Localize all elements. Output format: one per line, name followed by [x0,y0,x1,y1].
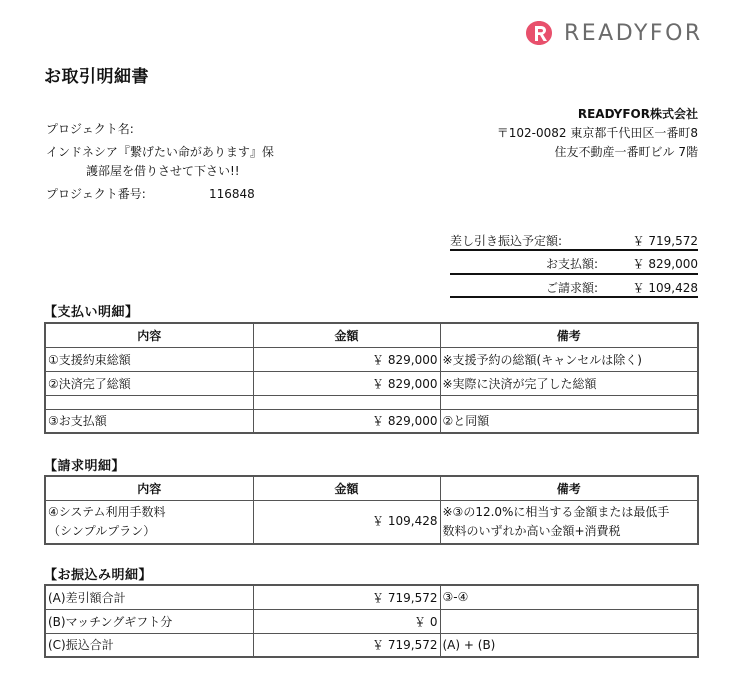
company-address-line2: 住友不動産一番町ビル 7階 [554,145,698,159]
summary-row-billing [450,275,698,298]
table-row [45,609,698,633]
row-item: (C)振込合計 [45,633,253,657]
table-row [45,347,698,371]
header-amount: 金額 [253,323,440,347]
row-note: ②と同額 [440,409,698,433]
row-amount: ￥ 829,000 [253,409,440,433]
amount-summary [450,228,698,298]
row-item-line2: （シンプルプラン） [48,523,156,538]
row-item: ②決済完了総額 [45,371,253,395]
table-row [45,409,698,433]
summary-value: ￥ 829,000 [632,257,698,271]
spacer-cell [253,395,440,409]
summary-value: ￥ 719,572 [632,234,698,248]
table-header-row [45,323,698,347]
company-address-line1: 〒102-0082 東京都千代田区一番町8 [496,126,698,140]
company-block [497,105,698,162]
project-number-value: 116848 [209,187,255,201]
table-header-row [45,476,698,500]
transfer-section-title: 【お振込み明細】 [44,568,153,583]
table-row [45,500,698,544]
company-name: READYFOR株式会社 [577,107,698,121]
payment-table [44,322,699,434]
row-item-line1: ④システム利用手数料 [48,504,166,519]
header-note: 備考 [440,476,698,500]
readyfor-mark-icon [524,19,554,47]
spacer-cell [440,395,698,409]
row-amount: ￥ 829,000 [253,347,440,371]
header-amount: 金額 [253,476,440,500]
row-note: ③-④ [440,585,698,609]
billing-section-title: 【請求明細】 [44,459,126,474]
table-row [45,633,698,657]
row-note-line1: ※③の12.0%に相当する金額または最低手 [442,504,670,519]
row-item: ①支援約束総額 [45,347,253,371]
header-content: 内容 [45,476,253,500]
row-note: (A) + (B) [440,633,698,657]
row-note: ※実際に決済が完了した総額 [440,371,698,395]
table-spacer-row [45,395,698,409]
row-amount: ￥ 109,428 [253,500,440,544]
row-note: ※支援予約の総額(キャンセルは除く) [440,347,698,371]
project-name-line1: インドネシア『繋げたい命があります』保 [46,145,274,159]
row-amount: ￥ 829,000 [253,371,440,395]
summary-label: お支払額: [545,257,598,271]
row-note-line2: 数料のいずれか高い金額+消費税 [442,523,621,538]
project-name-label: プロジェクト名: [46,122,134,136]
row-note [440,500,698,544]
row-item [45,500,253,544]
logo-text: READYFOR [564,20,703,46]
row-amount: ￥ 719,572 [253,633,440,657]
table-row [45,585,698,609]
readyfor-logo [524,18,703,48]
row-amount: ￥ 0 [253,609,440,633]
table-row [45,371,698,395]
project-name-line2: 護部屋を借りさせて下さい!! [86,164,240,178]
row-item: ③お支払額 [45,409,253,433]
summary-label: 差し引き振込予定額: [450,234,563,248]
summary-value: ￥ 109,428 [632,281,698,295]
payment-section-title: 【支払い明細】 [44,305,139,320]
header-note: 備考 [440,323,698,347]
project-number-label: プロジェクト番号: [46,187,146,201]
transfer-table [44,584,699,658]
header-content: 内容 [45,323,253,347]
row-item: (A)差引額合計 [45,585,253,609]
summary-row-transfer [450,228,698,251]
document-title: お取引明細書 [44,67,149,87]
row-note [440,609,698,633]
row-item: (B)マッチングギフト分 [45,609,253,633]
billing-table [44,475,699,545]
summary-label: ご請求額: [545,281,598,295]
summary-row-payment [450,251,698,275]
spacer-cell [45,395,253,409]
row-amount: ￥ 719,572 [253,585,440,609]
